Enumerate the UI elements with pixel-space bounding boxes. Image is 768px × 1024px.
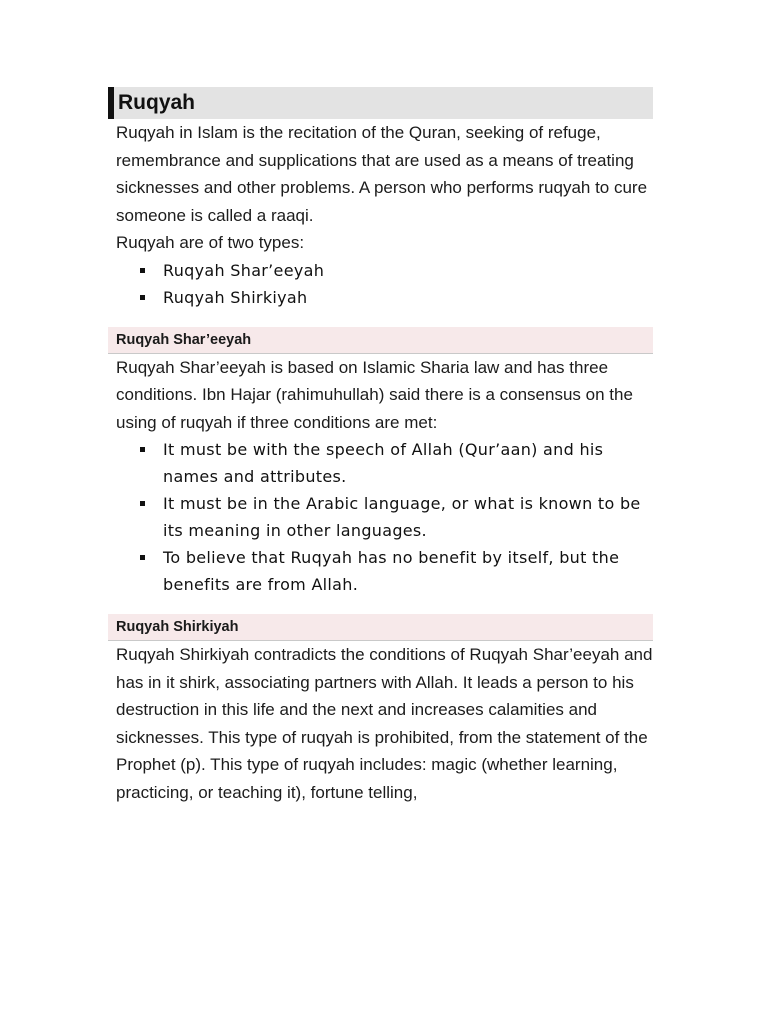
list-item <box>108 490 653 544</box>
document-page <box>108 87 653 806</box>
intro-paragraph: Ruqyah in Islam is the recitation of the Quran, seeking of refuge, remembrance and supplications that are used as a means of treating sicknesses and other problems. A person who performs ruqyah to cure someone is called a raaqi. <box>116 123 648 225</box>
title-bar <box>108 87 653 119</box>
square-bullet-icon <box>140 295 145 300</box>
list-item <box>108 284 653 311</box>
title-accent-bar <box>108 87 114 119</box>
section-heading-text: Ruqyah Shar’eeyah <box>116 331 252 348</box>
list-item-text: To believe that Ruqyah has no benefit by itself, but the benefits are from Allah. <box>163 548 620 594</box>
types-list <box>108 257 653 311</box>
list-item-text: It must be in the Arabic language, or what is known to be its meaning in other languages. <box>163 494 641 540</box>
list-item <box>108 257 653 284</box>
section-heading-shareeyah <box>108 327 653 354</box>
square-bullet-icon <box>140 268 145 273</box>
list-item-text: Ruqyah Shirkiyah <box>163 287 308 307</box>
list-item <box>108 436 653 490</box>
list-item <box>108 544 653 598</box>
page-title: Ruqyah <box>118 91 196 114</box>
square-bullet-icon <box>140 447 145 452</box>
section-heading-shirkiyah <box>108 614 653 641</box>
list-item-text: Ruqyah Shar’eeyah <box>163 260 325 280</box>
square-bullet-icon <box>140 501 145 506</box>
square-bullet-icon <box>140 555 145 560</box>
shirkiyah-paragraph: Ruqyah Shirkiyah contradicts the conditions of Ruqyah Shar’eeyah and has in it shirk, associating partners with Allah. It leads a person to his destruction in this life and the next and increases calamities and sicknesses. This type of ruqyah is prohibited, from the statement of the Prophet (p). This type of ruqyah includes: magic (whether learning, practicing, or teaching it), fortune telling, <box>116 645 653 802</box>
list-item-text: It must be with the speech of Allah (Qur’aan) and his names and attributes. <box>163 440 604 486</box>
types-intro-paragraph: Ruqyah are of two types: <box>116 233 305 252</box>
conditions-list <box>108 436 653 598</box>
section-heading-text: Ruqyah Shirkiyah <box>116 619 239 635</box>
shareeyah-paragraph: Ruqyah Shar’eeyah is based on Islamic Sharia law and has three conditions. Ibn Hajar (rahimuhullah) said there is a consensus on the using of ruqyah if three conditions are met: <box>116 357 633 432</box>
